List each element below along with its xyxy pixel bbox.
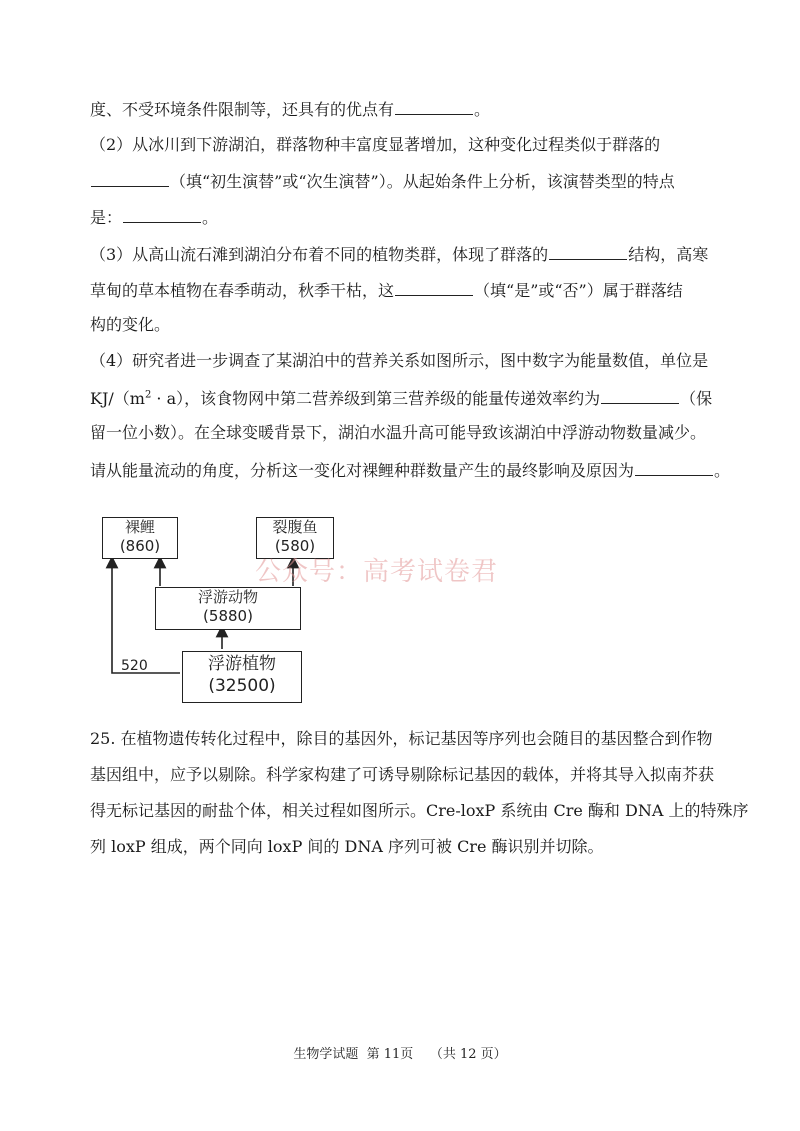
q24-p4-text: （4）研究者进一步调查了某湖泊中的营养关系如图所示，图中数字为能量数值，单位是 <box>90 351 709 370</box>
q25-line1 <box>90 729 713 749</box>
q24-p2-text3: 是： <box>90 208 123 227</box>
node-label: 浮游动物 <box>197 588 258 606</box>
watermark-text: 公众号：高考试卷君 <box>255 557 499 587</box>
node-value: (32500) <box>208 676 276 696</box>
q25-text4: 列 loxP 组成，两个同向 loxP 间的 DNA 序列可被 Cre 酶识别并切除。 <box>90 837 604 856</box>
q24-line1-text: 度、不受环境条件限制等，还具有的优点有 <box>90 100 395 119</box>
node-label: 裂腹鱼 <box>272 518 318 536</box>
node-naked-carp <box>102 517 178 559</box>
node-value: (580) <box>274 537 316 555</box>
q24-p3-text2: 草甸的草本植物在春季萌动，秋季干枯，这 <box>90 281 395 300</box>
unit-sup: 2 <box>144 389 152 401</box>
q25-text: 25. 在植物遗传转化过程中，除目的基因外，标记基因等序列也会随目的基因整合到作物 <box>90 729 713 748</box>
footer-total-pages: （共 12 页） <box>429 1047 507 1062</box>
unit-part-b: · a） <box>151 389 185 408</box>
q24-p2-text2: （填“初生演替”或“次生演替”）。从起始条件上分析，该演替类型的特点 <box>170 172 675 191</box>
q25-line2 <box>90 765 714 785</box>
node-value: (5880) <box>203 607 253 625</box>
punct: 。 <box>202 208 219 227</box>
punct: 。 <box>474 100 491 119</box>
node-label: 浮游植物 <box>208 654 276 674</box>
node-value: (860) <box>119 537 161 555</box>
unit-part: KJ/（m <box>90 389 145 408</box>
q24-p4-text2-end: （保 <box>680 389 713 408</box>
edge-label-520: 520 <box>121 658 148 674</box>
q24-p2-text: （2）从冰川到下游湖泊，群落物种丰富度显著增加，这种变化过程类似于群落的 <box>90 135 661 154</box>
page-footer <box>0 1043 800 1062</box>
q25-text3: 得无标记基因的耐盐个体，相关过程如图所示。Cre-loxP 系统由 Cre 酶和 DNA 上的特殊序 <box>90 801 749 820</box>
q25-text2: 基因组中，应予以剔除。科学家构建了可诱导剔除标记基因的载体，并将其导入拟南芥获 <box>90 765 715 784</box>
q24-p3-text: （3）从高山流石滩到湖泊分布着不同的植物类群，体现了群落的 <box>90 245 549 264</box>
q24-p4-text3: 留一位小数）。在全球变暖背景下，湖泊水温升高可能导致该湖泊中浮游动物数量减少。 <box>90 423 707 442</box>
q25-line4 <box>90 837 604 857</box>
q25-line3 <box>90 801 748 821</box>
q24-p4-text4: 请从能量流动的角度，分析这一变化对裸鲤种群数量产生的最终影响及原因为 <box>90 461 635 480</box>
punct: 。 <box>714 461 731 480</box>
node-zooplankton <box>155 587 301 630</box>
q24-p3-text3: 构的变化。 <box>90 315 171 334</box>
q24-p3-text2-b: （填“是”或“否”）属于群落结 <box>474 281 683 300</box>
node-phytoplankton <box>182 651 302 703</box>
q24-p4-text2: ，该食物网中第二营养级到第三营养级的能量传递效率约为 <box>184 389 601 408</box>
q24-p3-text-b: 结构，高寒 <box>628 245 709 264</box>
footer-subject: 生物学试题 <box>293 1047 359 1062</box>
footer-page-number: 第 11页 <box>366 1047 414 1062</box>
node-label: 裸鲤 <box>124 518 155 536</box>
